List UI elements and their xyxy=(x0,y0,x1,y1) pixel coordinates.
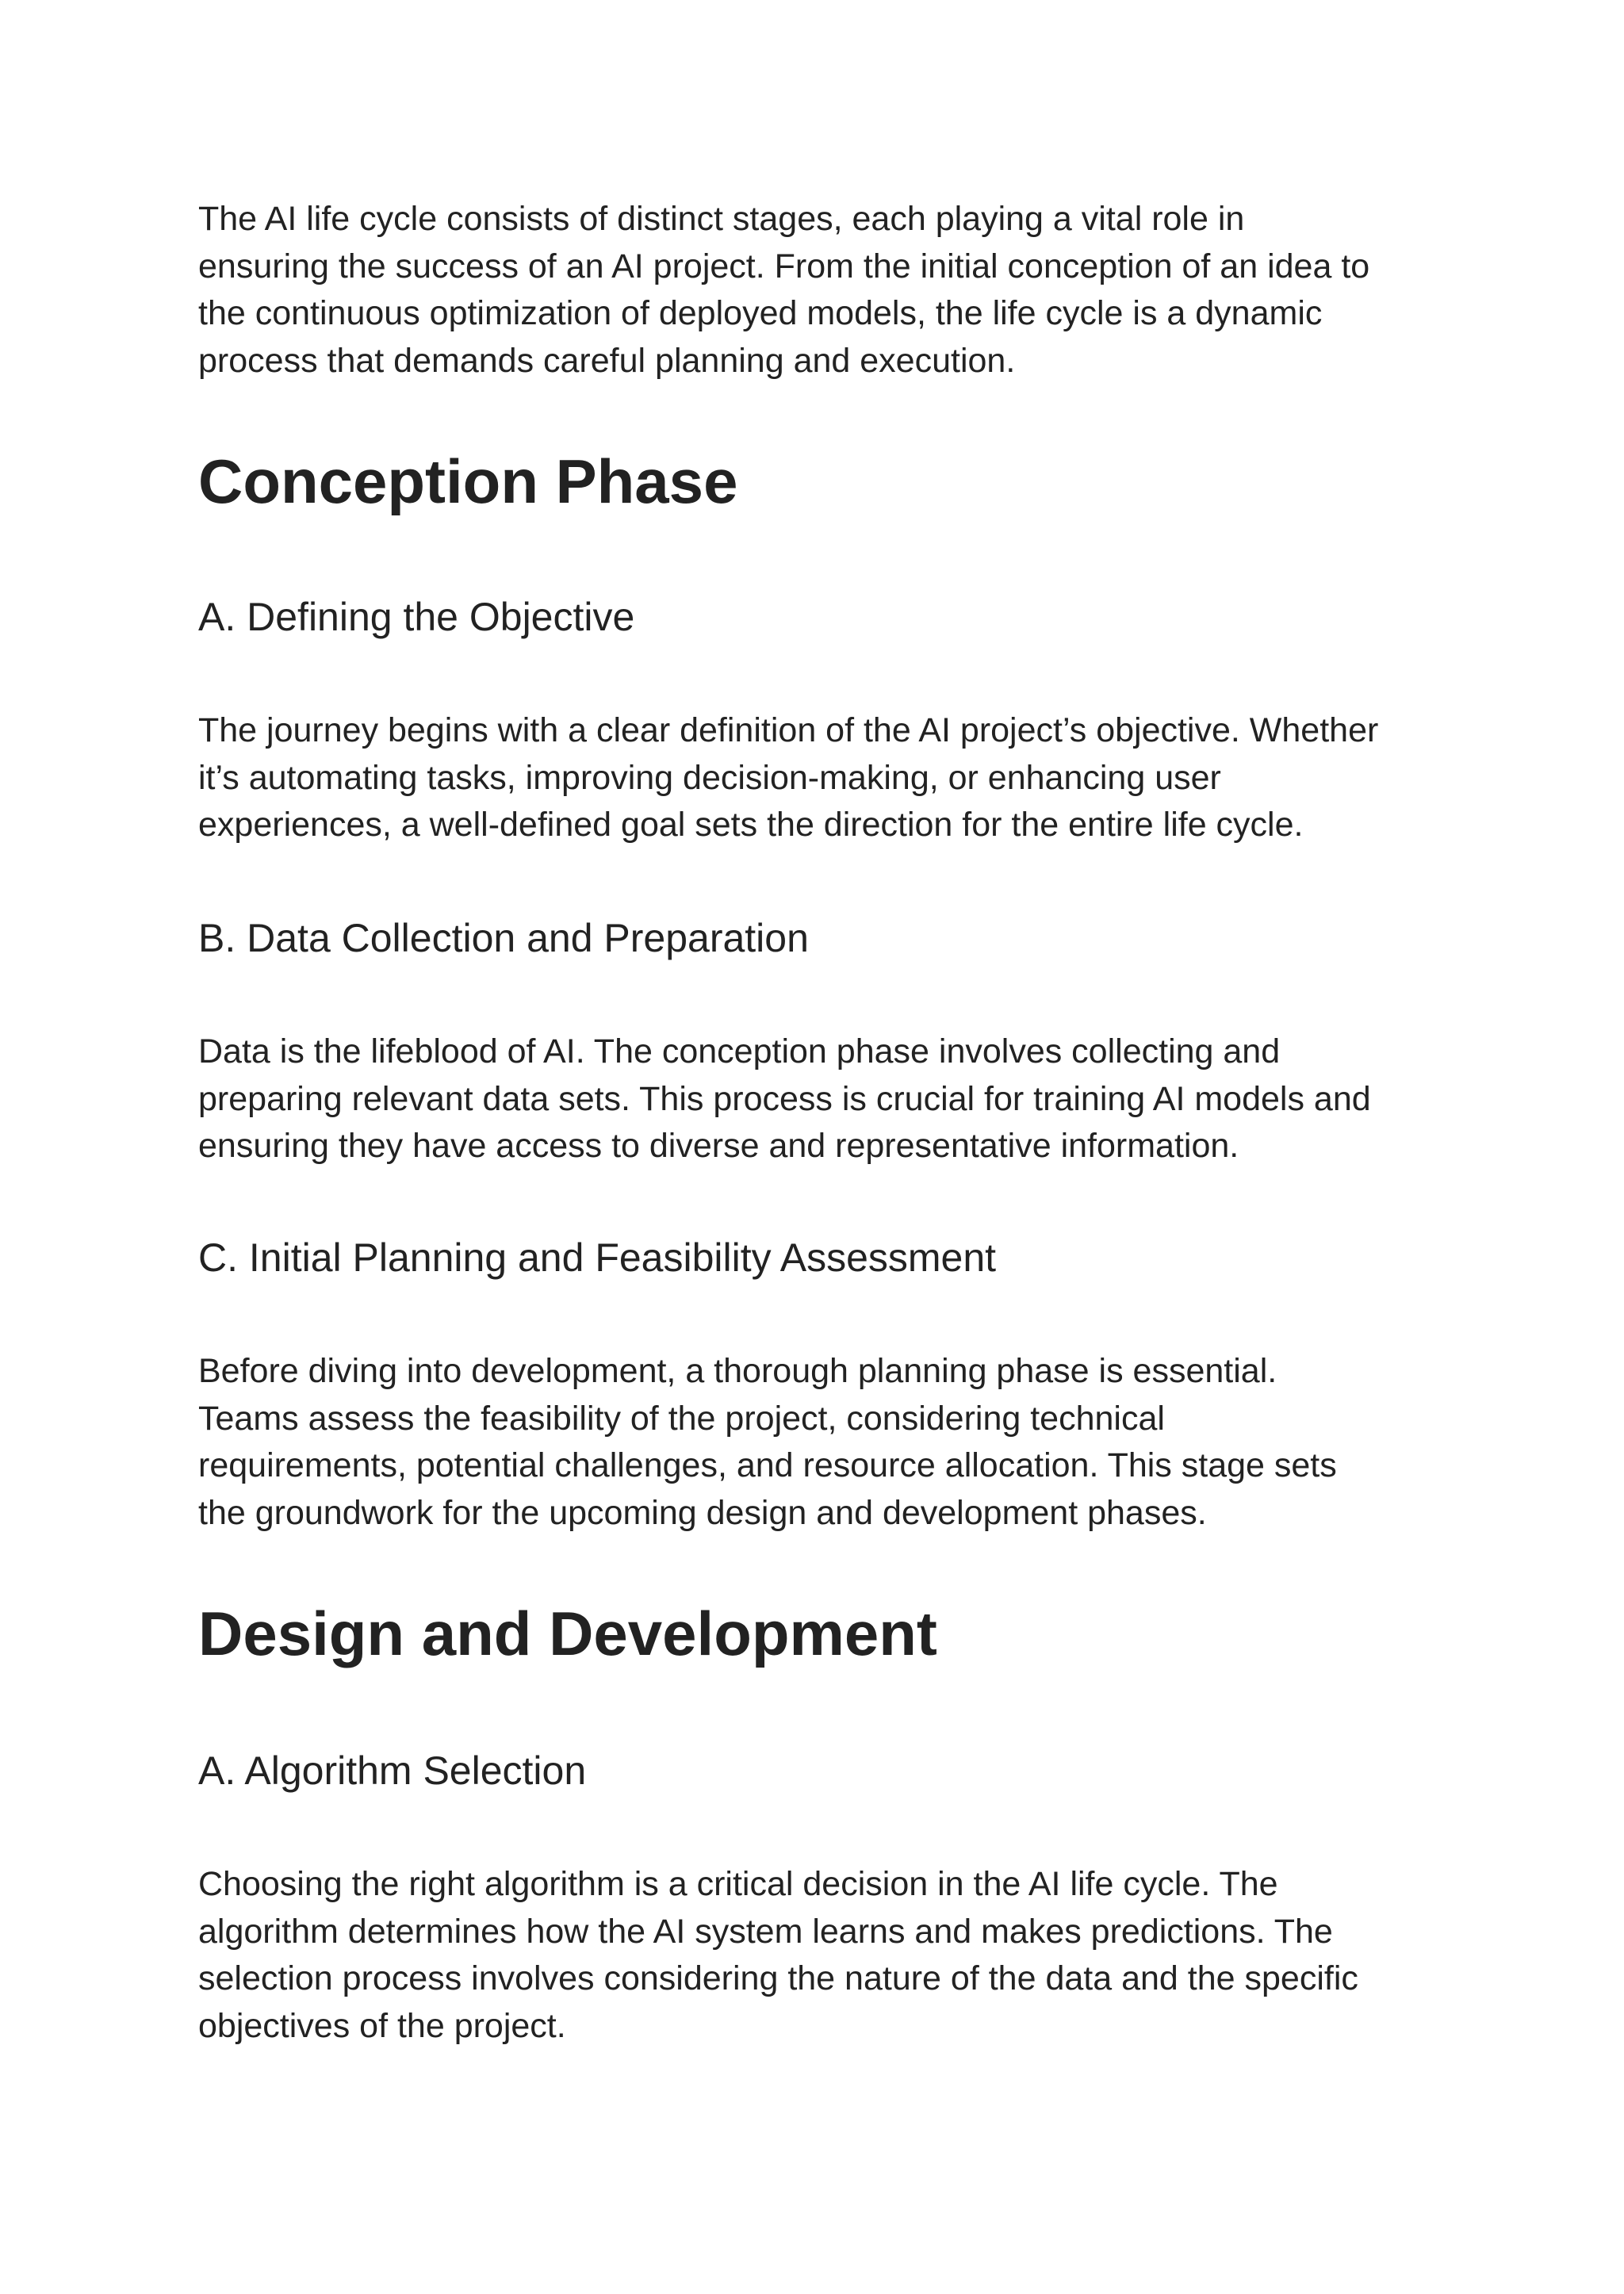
text-line: the continuous optimization of deployed models, the life cycle is a dynamic xyxy=(198,294,1323,332)
text-line: the groundwork for the upcoming design and development phases. xyxy=(198,1493,1207,1532)
text-line: algorithm determines how the AI system learns and makes predictions. The xyxy=(198,1912,1333,1951)
paragraph-algorithm-selection xyxy=(198,1861,1451,2050)
paragraph-data-collection xyxy=(198,1028,1451,1170)
subsection-heading-initial-planning: C. Initial Planning and Feasibility Assessment xyxy=(198,1235,997,1280)
section-heading-design-and-development: Design and Development xyxy=(198,1599,937,1668)
subsection-heading-algorithm-selection: A. Algorithm Selection xyxy=(198,1748,587,1793)
text-line: it’s automating tasks, improving decision-making, or enhancing user xyxy=(198,758,1221,797)
text-line: The AI life cycle consists of distinct stages, each playing a vital role in xyxy=(198,200,1245,238)
text-line: experiences, a well-defined goal sets the direction for the entire life cycle. xyxy=(198,806,1304,844)
subsection-heading-defining-objective: A. Defining the Objective xyxy=(198,595,635,639)
text-line: preparing relevant data sets. This process is crucial for training AI models and xyxy=(198,1079,1371,1118)
text-line: The journey begins with a clear definition of the AI project’s objective. Whether xyxy=(198,711,1379,749)
text-line: Teams assess the feasibility of the project, considering technical xyxy=(198,1399,1165,1438)
text-line: objectives of the project. xyxy=(198,2006,566,2045)
paragraph-initial-planning xyxy=(198,1348,1451,1537)
paragraph-defining-objective xyxy=(198,707,1451,849)
text-line: selection process involves considering the nature of the data and the specific xyxy=(198,1959,1358,1997)
text-line: Choosing the right algorithm is a critical decision in the AI life cycle. The xyxy=(198,1865,1278,1903)
section-heading-conception-phase: Conception Phase xyxy=(198,446,738,516)
intro-paragraph xyxy=(198,196,1451,385)
text-line: process that demands careful planning and execution. xyxy=(198,341,1016,380)
subsection-heading-data-collection: B. Data Collection and Preparation xyxy=(198,916,809,960)
text-line: requirements, potential challenges, and resource allocation. This stage sets xyxy=(198,1446,1337,1484)
text-line: Before diving into development, a thorough planning phase is essential. xyxy=(198,1352,1277,1390)
text-line: ensuring they have access to diverse and representative information. xyxy=(198,1127,1239,1165)
text-line: Data is the lifeblood of AI. The conception phase involves collecting and xyxy=(198,1032,1281,1070)
text-line: ensuring the success of an AI project. From the initial conception of an idea to xyxy=(198,247,1370,285)
